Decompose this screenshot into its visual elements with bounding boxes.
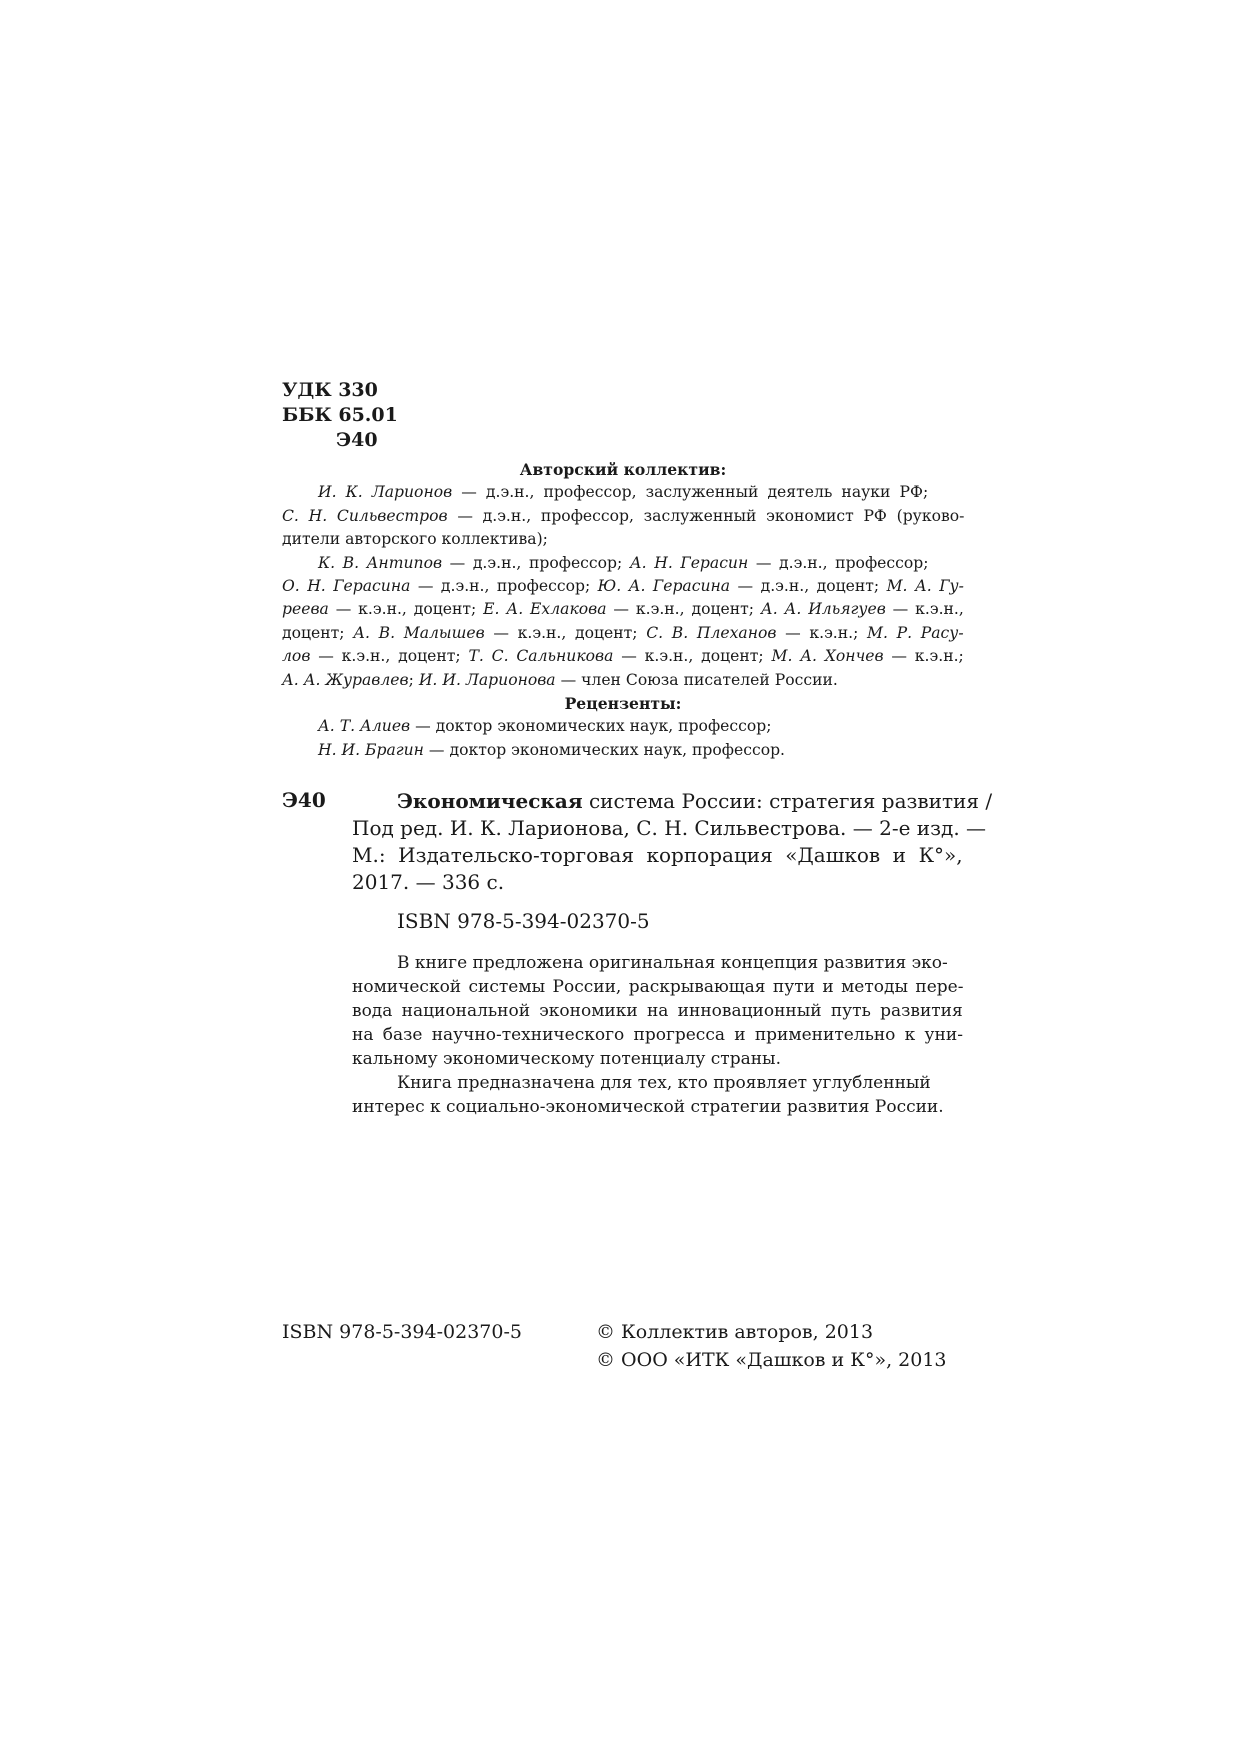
copyright-line: © Коллектив авторов, 2013 <box>596 1321 874 1343</box>
leader-line <box>282 481 964 504</box>
author-desc: — д.э.н., профессор, заслуженный деятель науки РФ; <box>452 483 929 502</box>
reviewer-desc: — доктор экономических наук, профессор; <box>410 717 772 736</box>
annotation-line: В книге предложена оригинальная концепция развития эко- <box>397 953 948 973</box>
member-name: М. Р. Расу- <box>867 623 964 642</box>
record-line-3: М.: Издательско-торговая корпорация «Дашков и К°», <box>352 843 963 867</box>
members-line <box>282 598 964 621</box>
member-name: О. Н. Герасина <box>282 577 411 596</box>
annotation <box>352 951 963 1119</box>
member-desc: — д.э.н., профессор; <box>410 577 598 596</box>
record-line-4: 2017. — 336 с. <box>352 870 505 894</box>
record-isbn: ISBN 978-5-394-02370-5 <box>397 909 650 933</box>
member-desc: — к.э.н.; <box>883 647 964 666</box>
member-name: И. И. Ларионова <box>418 670 556 689</box>
author-desc: — д.э.н., профессор, заслуженный экономист РФ (руково- <box>447 506 965 525</box>
member-desc: ; <box>408 670 419 689</box>
leader-line <box>282 505 964 528</box>
annotation-line: кальному экономическому потенциалу страны. <box>352 1049 781 1069</box>
reviewer-desc: — доктор экономических наук, профессор. <box>423 740 786 759</box>
reviewer-line <box>282 715 964 738</box>
footer-isbn: ISBN 978-5-394-02370-5 <box>282 1321 522 1343</box>
member-name: А. Н. Герасин <box>629 553 749 572</box>
members-line <box>282 575 964 598</box>
member-name: А. В. Малышев <box>353 623 485 642</box>
member-desc: — д.э.н., профессор; <box>442 553 630 572</box>
bbk-code: ББК 65.01 <box>282 404 398 426</box>
member-desc: — член Союза писателей России. <box>555 670 838 689</box>
members-list <box>282 552 964 692</box>
record-line-2: Под ред. И. К. Ларионова, С. Н. Сильвестрова. — 2-е изд. — <box>352 816 987 840</box>
members-line <box>282 622 964 645</box>
member-desc: — д.э.н., профессор; <box>748 553 929 572</box>
record-line-1 <box>352 788 993 815</box>
author-name: И. К. Ларионов <box>318 483 453 502</box>
member-desc: — к.э.н., доцент; <box>484 623 647 642</box>
reviewers-heading: Рецензенты: <box>564 694 682 714</box>
member-desc: — к.э.н., доцент; <box>310 647 469 666</box>
member-desc: — к.э.н.; <box>776 623 868 642</box>
author-sign: Э40 <box>336 429 378 451</box>
copyright-line: © ООО «ИТК «Дашков и К°», 2013 <box>596 1349 947 1371</box>
member-name: М. А. Хончев <box>771 647 884 666</box>
members-line <box>282 645 964 668</box>
members-line <box>282 552 964 575</box>
member-name: К. В. Антипов <box>318 553 443 572</box>
members-line <box>282 669 964 692</box>
udk-code: УДК 330 <box>282 379 378 401</box>
reviewer-name: А. Т. Алиев <box>318 717 411 736</box>
member-name: Е. А. Ехлакова <box>483 600 607 619</box>
annotation-line: вода национальной экономики на инновационный путь развития <box>352 1001 963 1021</box>
member-desc: — к.э.н., <box>885 600 964 619</box>
member-name: М. А. Гу- <box>886 577 964 596</box>
bibliographic-record <box>352 788 993 935</box>
reviewer-line <box>282 739 964 762</box>
classification-codes <box>282 378 398 453</box>
annotation-p2 <box>352 1071 963 1119</box>
member-name: А. А. Ильягуев <box>760 600 886 619</box>
leaders-tail: дители авторского коллектива); <box>282 530 548 549</box>
member-desc: — к.э.н., доцент; <box>328 600 484 619</box>
member-name: Ю. А. Герасина <box>597 577 731 596</box>
reviewer-name: Н. И. Брагин <box>318 740 424 759</box>
member-name: Т. С. Сальникова <box>468 647 614 666</box>
annotation-line: на базе научно-технического прогресса и применительно к уни- <box>352 1025 963 1045</box>
authors-heading: Авторский коллектив: <box>519 460 727 479</box>
annotation-p1 <box>352 951 963 1071</box>
author-name: С. Н. Сильвестров <box>282 506 448 525</box>
record-code: Э40 <box>282 788 326 812</box>
member-desc: — к.э.н., доцент; <box>606 600 761 619</box>
annotation-line: номической системы России, раскрывающая пути и методы пере- <box>352 977 964 997</box>
record-title-bold: Экономическая <box>397 789 583 813</box>
footer-copyright <box>596 1318 947 1374</box>
member-name: лов <box>282 647 311 666</box>
member-name: С. В. Плеханов <box>646 623 777 642</box>
member-name: реева <box>282 600 329 619</box>
record-title-rest: система России: стратегия развития / <box>582 789 993 813</box>
annotation-line: интерес к социально-экономической стратегии развития России. <box>352 1097 944 1117</box>
member-desc: — д.э.н., доцент; <box>730 577 887 596</box>
member-name: А. А. Журавлев <box>282 670 409 689</box>
member-desc: — к.э.н., доцент; <box>613 647 772 666</box>
annotation-line: Книга предназначена для тех, кто проявляет углубленный <box>397 1073 931 1093</box>
member-desc: доцент; <box>282 623 354 642</box>
credits-block <box>282 458 964 762</box>
